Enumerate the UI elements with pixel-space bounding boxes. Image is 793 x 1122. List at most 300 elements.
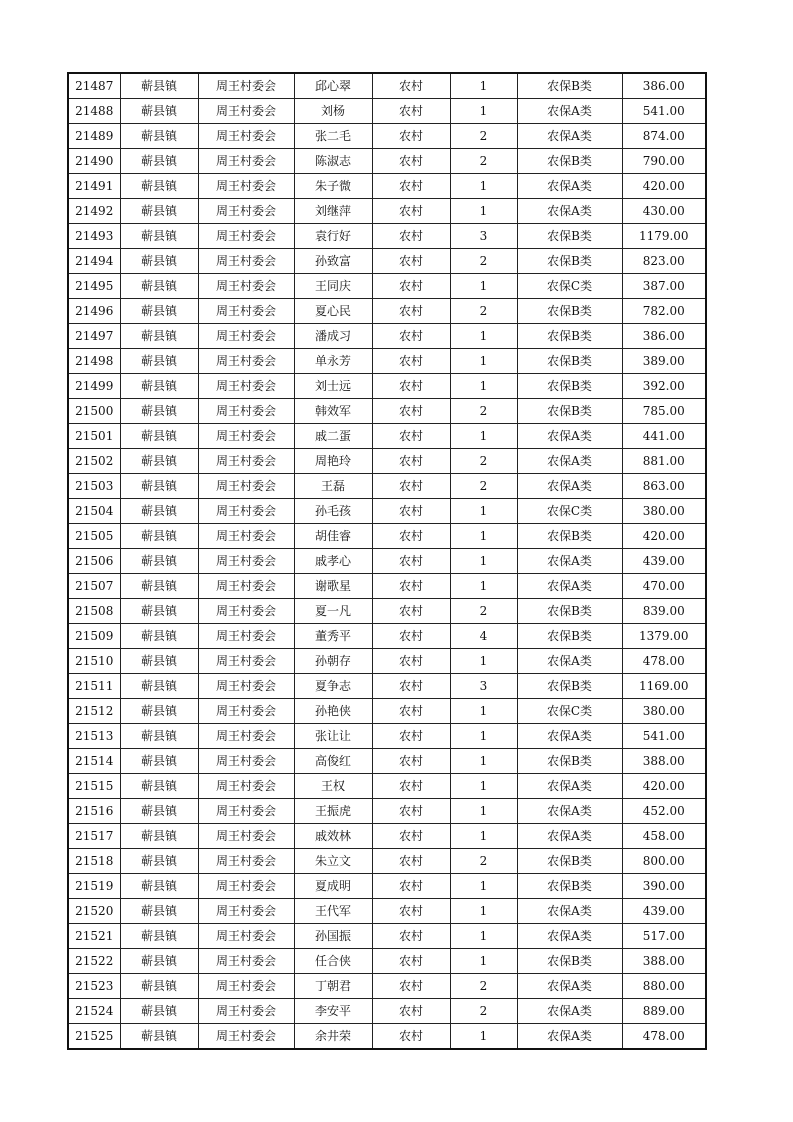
record-id-cell: 21487: [68, 73, 120, 99]
member-count-cell: 1: [450, 774, 517, 799]
household-type-cell: 农村: [372, 624, 450, 649]
table-row: [68, 674, 706, 699]
name-cell: 张让让: [294, 724, 372, 749]
village-committee-cell: 周王村委会: [198, 699, 294, 724]
town-cell: 蕲县镇: [120, 874, 198, 899]
table-row: [68, 574, 706, 599]
name-cell: 戚二蛋: [294, 424, 372, 449]
household-type-cell: 农村: [372, 699, 450, 724]
member-count-cell: 2: [450, 974, 517, 999]
record-id-cell: 21522: [68, 949, 120, 974]
table-row: [68, 174, 706, 199]
name-cell: 孙朝存: [294, 649, 372, 674]
town-cell: 蕲县镇: [120, 699, 198, 724]
town-cell: 蕲县镇: [120, 824, 198, 849]
name-cell: 张二毛: [294, 124, 372, 149]
insurance-class-cell: 农保B类: [517, 599, 622, 624]
amount-cell: 386.00: [622, 73, 706, 99]
name-cell: 戚效林: [294, 824, 372, 849]
name-cell: 陈淑志: [294, 149, 372, 174]
name-cell: 王振虎: [294, 799, 372, 824]
village-committee-cell: 周王村委会: [198, 499, 294, 524]
member-count-cell: 1: [450, 824, 517, 849]
record-id-cell: 21514: [68, 749, 120, 774]
village-committee-cell: 周王村委会: [198, 99, 294, 124]
member-count-cell: 1: [450, 724, 517, 749]
town-cell: 蕲县镇: [120, 524, 198, 549]
village-committee-cell: 周王村委会: [198, 124, 294, 149]
member-count-cell: 1: [450, 374, 517, 399]
household-type-cell: 农村: [372, 674, 450, 699]
insurance-class-cell: 农保B类: [517, 224, 622, 249]
village-committee-cell: 周王村委会: [198, 274, 294, 299]
insurance-class-cell: 农保A类: [517, 799, 622, 824]
town-cell: 蕲县镇: [120, 124, 198, 149]
name-cell: 刘杨: [294, 99, 372, 124]
town-cell: 蕲县镇: [120, 624, 198, 649]
town-cell: 蕲县镇: [120, 399, 198, 424]
table-row: [68, 649, 706, 674]
village-committee-cell: 周王村委会: [198, 949, 294, 974]
household-type-cell: 农村: [372, 349, 450, 374]
town-cell: 蕲县镇: [120, 924, 198, 949]
name-cell: 丁朝君: [294, 974, 372, 999]
name-cell: 孙艳侠: [294, 699, 372, 724]
insurance-class-cell: 农保B类: [517, 374, 622, 399]
insurance-class-cell: 农保B类: [517, 749, 622, 774]
member-count-cell: 1: [450, 424, 517, 449]
insurance-class-cell: 农保A类: [517, 449, 622, 474]
name-cell: 王磊: [294, 474, 372, 499]
insurance-class-cell: 农保B类: [517, 299, 622, 324]
household-type-cell: 农村: [372, 274, 450, 299]
insurance-class-cell: 农保A类: [517, 774, 622, 799]
record-id-cell: 21519: [68, 874, 120, 899]
village-committee-cell: 周王村委会: [198, 399, 294, 424]
village-committee-cell: 周王村委会: [198, 799, 294, 824]
amount-cell: 389.00: [622, 349, 706, 374]
record-id-cell: 21511: [68, 674, 120, 699]
household-type-cell: 农村: [372, 599, 450, 624]
member-count-cell: 1: [450, 949, 517, 974]
amount-cell: 392.00: [622, 374, 706, 399]
household-type-cell: 农村: [372, 849, 450, 874]
table-row: [68, 73, 706, 99]
record-id-cell: 21508: [68, 599, 120, 624]
town-cell: 蕲县镇: [120, 374, 198, 399]
record-id-cell: 21510: [68, 649, 120, 674]
village-committee-cell: 周王村委会: [198, 149, 294, 174]
table-row: [68, 324, 706, 349]
village-committee-cell: 周王村委会: [198, 324, 294, 349]
member-count-cell: 2: [450, 449, 517, 474]
insurance-class-cell: 农保A类: [517, 99, 622, 124]
insurance-class-cell: 农保A类: [517, 824, 622, 849]
name-cell: 戚孝心: [294, 549, 372, 574]
member-count-cell: 1: [450, 349, 517, 374]
name-cell: 孙国振: [294, 924, 372, 949]
amount-cell: 881.00: [622, 449, 706, 474]
household-type-cell: 农村: [372, 899, 450, 924]
town-cell: 蕲县镇: [120, 1024, 198, 1050]
village-committee-cell: 周王村委会: [198, 549, 294, 574]
village-committee-cell: 周王村委会: [198, 749, 294, 774]
village-committee-cell: 周王村委会: [198, 874, 294, 899]
amount-cell: 388.00: [622, 749, 706, 774]
name-cell: 潘成习: [294, 324, 372, 349]
village-committee-cell: 周王村委会: [198, 999, 294, 1024]
village-committee-cell: 周王村委会: [198, 649, 294, 674]
name-cell: 李安平: [294, 999, 372, 1024]
table-row: [68, 1024, 706, 1050]
amount-cell: 823.00: [622, 249, 706, 274]
household-type-cell: 农村: [372, 249, 450, 274]
village-committee-cell: 周王村委会: [198, 1024, 294, 1050]
insurance-class-cell: 农保A类: [517, 174, 622, 199]
member-count-cell: 2: [450, 599, 517, 624]
amount-cell: 541.00: [622, 724, 706, 749]
household-type-cell: 农村: [372, 149, 450, 174]
record-id-cell: 21505: [68, 524, 120, 549]
insurance-class-cell: 农保A类: [517, 124, 622, 149]
insurance-class-cell: 农保B类: [517, 524, 622, 549]
household-type-cell: 农村: [372, 124, 450, 149]
village-committee-cell: 周王村委会: [198, 724, 294, 749]
table-row: [68, 299, 706, 324]
record-id-cell: 21490: [68, 149, 120, 174]
name-cell: 单永芳: [294, 349, 372, 374]
village-committee-cell: 周王村委会: [198, 249, 294, 274]
insurance-class-cell: 农保A类: [517, 424, 622, 449]
table-row: [68, 974, 706, 999]
table-row: [68, 349, 706, 374]
amount-cell: 1379.00: [622, 624, 706, 649]
name-cell: 夏一凡: [294, 599, 372, 624]
record-id-cell: 21502: [68, 449, 120, 474]
village-committee-cell: 周王村委会: [198, 199, 294, 224]
table-row: [68, 999, 706, 1024]
household-type-cell: 农村: [372, 924, 450, 949]
village-committee-cell: 周王村委会: [198, 674, 294, 699]
village-committee-cell: 周王村委会: [198, 224, 294, 249]
record-id-cell: 21516: [68, 799, 120, 824]
member-count-cell: 2: [450, 149, 517, 174]
insurance-class-cell: 农保A类: [517, 549, 622, 574]
insurance-class-cell: 农保A类: [517, 999, 622, 1024]
amount-cell: 420.00: [622, 174, 706, 199]
table-row: [68, 899, 706, 924]
amount-cell: 863.00: [622, 474, 706, 499]
table-row: [68, 124, 706, 149]
table-row: [68, 949, 706, 974]
village-committee-cell: 周王村委会: [198, 924, 294, 949]
insurance-class-cell: 农保B类: [517, 324, 622, 349]
name-cell: 袁行好: [294, 224, 372, 249]
town-cell: 蕲县镇: [120, 274, 198, 299]
village-committee-cell: 周王村委会: [198, 374, 294, 399]
town-cell: 蕲县镇: [120, 499, 198, 524]
record-id-cell: 21499: [68, 374, 120, 399]
insurance-class-cell: 农保B类: [517, 349, 622, 374]
record-id-cell: 21504: [68, 499, 120, 524]
amount-cell: 441.00: [622, 424, 706, 449]
household-type-cell: 农村: [372, 524, 450, 549]
member-count-cell: 2: [450, 124, 517, 149]
household-type-cell: 农村: [372, 174, 450, 199]
table-row: [68, 524, 706, 549]
member-count-cell: 1: [450, 874, 517, 899]
member-count-cell: 2: [450, 399, 517, 424]
village-committee-cell: 周王村委会: [198, 974, 294, 999]
village-committee-cell: 周王村委会: [198, 424, 294, 449]
member-count-cell: 1: [450, 499, 517, 524]
amount-cell: 439.00: [622, 549, 706, 574]
record-id-cell: 21523: [68, 974, 120, 999]
record-id-cell: 21500: [68, 399, 120, 424]
name-cell: 周艳玲: [294, 449, 372, 474]
town-cell: 蕲县镇: [120, 749, 198, 774]
household-type-cell: 农村: [372, 449, 450, 474]
member-count-cell: 1: [450, 274, 517, 299]
table-row: [68, 799, 706, 824]
village-committee-cell: 周王村委会: [198, 624, 294, 649]
member-count-cell: 1: [450, 924, 517, 949]
amount-cell: 782.00: [622, 299, 706, 324]
town-cell: 蕲县镇: [120, 799, 198, 824]
table-row: [68, 874, 706, 899]
village-committee-cell: 周王村委会: [198, 824, 294, 849]
table-row: [68, 149, 706, 174]
household-type-cell: 农村: [372, 1024, 450, 1050]
insurance-class-cell: 农保A类: [517, 1024, 622, 1050]
household-type-cell: 农村: [372, 799, 450, 824]
name-cell: 董秀平: [294, 624, 372, 649]
village-committee-cell: 周王村委会: [198, 899, 294, 924]
household-type-cell: 农村: [372, 73, 450, 99]
amount-cell: 1179.00: [622, 224, 706, 249]
insurance-class-cell: 农保C类: [517, 699, 622, 724]
town-cell: 蕲县镇: [120, 73, 198, 99]
household-type-cell: 农村: [372, 999, 450, 1024]
name-cell: 夏心民: [294, 299, 372, 324]
table-row: [68, 699, 706, 724]
table-row: [68, 549, 706, 574]
record-id-cell: 21492: [68, 199, 120, 224]
name-cell: 韩效军: [294, 399, 372, 424]
record-id-cell: 21509: [68, 624, 120, 649]
household-type-cell: 农村: [372, 299, 450, 324]
amount-cell: 517.00: [622, 924, 706, 949]
member-count-cell: 3: [450, 674, 517, 699]
town-cell: 蕲县镇: [120, 424, 198, 449]
village-committee-cell: 周王村委会: [198, 349, 294, 374]
record-id-cell: 21503: [68, 474, 120, 499]
amount-cell: 470.00: [622, 574, 706, 599]
table-body: [68, 73, 706, 1049]
insurance-class-cell: 农保A类: [517, 199, 622, 224]
amount-cell: 452.00: [622, 799, 706, 824]
insurance-class-cell: 农保B类: [517, 149, 622, 174]
table-row: [68, 224, 706, 249]
household-type-cell: 农村: [372, 724, 450, 749]
household-type-cell: 农村: [372, 649, 450, 674]
insurance-class-cell: 农保A类: [517, 899, 622, 924]
table-row: [68, 499, 706, 524]
town-cell: 蕲县镇: [120, 149, 198, 174]
village-committee-cell: 周王村委会: [198, 574, 294, 599]
town-cell: 蕲县镇: [120, 599, 198, 624]
name-cell: 朱子微: [294, 174, 372, 199]
record-id-cell: 21497: [68, 324, 120, 349]
name-cell: 王同庆: [294, 274, 372, 299]
household-type-cell: 农村: [372, 224, 450, 249]
insurance-class-cell: 农保B类: [517, 849, 622, 874]
town-cell: 蕲县镇: [120, 99, 198, 124]
village-committee-cell: 周王村委会: [198, 449, 294, 474]
member-count-cell: 2: [450, 849, 517, 874]
insurance-class-cell: 农保B类: [517, 249, 622, 274]
table-row: [68, 274, 706, 299]
amount-cell: 478.00: [622, 1024, 706, 1050]
name-cell: 刘继萍: [294, 199, 372, 224]
village-committee-cell: 周王村委会: [198, 299, 294, 324]
member-count-cell: 1: [450, 174, 517, 199]
town-cell: 蕲县镇: [120, 249, 198, 274]
town-cell: 蕲县镇: [120, 199, 198, 224]
record-id-cell: 21506: [68, 549, 120, 574]
record-id-cell: 21494: [68, 249, 120, 274]
town-cell: 蕲县镇: [120, 549, 198, 574]
record-id-cell: 21520: [68, 899, 120, 924]
household-type-cell: 农村: [372, 199, 450, 224]
member-count-cell: 1: [450, 574, 517, 599]
member-count-cell: 1: [450, 549, 517, 574]
member-count-cell: 1: [450, 73, 517, 99]
name-cell: 余井荣: [294, 1024, 372, 1050]
member-count-cell: 2: [450, 474, 517, 499]
record-id-cell: 21495: [68, 274, 120, 299]
member-count-cell: 2: [450, 299, 517, 324]
town-cell: 蕲县镇: [120, 224, 198, 249]
household-type-cell: 农村: [372, 574, 450, 599]
household-type-cell: 农村: [372, 424, 450, 449]
household-type-cell: 农村: [372, 474, 450, 499]
amount-cell: 790.00: [622, 149, 706, 174]
record-id-cell: 21491: [68, 174, 120, 199]
name-cell: 夏成明: [294, 874, 372, 899]
village-committee-cell: 周王村委会: [198, 474, 294, 499]
record-id-cell: 21525: [68, 1024, 120, 1050]
record-id-cell: 21496: [68, 299, 120, 324]
household-type-cell: 农村: [372, 974, 450, 999]
table-row: [68, 774, 706, 799]
household-type-cell: 农村: [372, 374, 450, 399]
insurance-class-cell: 农保B类: [517, 73, 622, 99]
town-cell: 蕲县镇: [120, 974, 198, 999]
table-row: [68, 749, 706, 774]
amount-cell: 478.00: [622, 649, 706, 674]
table-row: [68, 474, 706, 499]
insurance-class-cell: 农保B类: [517, 624, 622, 649]
table-row: [68, 599, 706, 624]
village-committee-cell: 周王村委会: [198, 73, 294, 99]
table-row: [68, 199, 706, 224]
name-cell: 王权: [294, 774, 372, 799]
amount-cell: 889.00: [622, 999, 706, 1024]
amount-cell: 1169.00: [622, 674, 706, 699]
household-type-cell: 农村: [372, 774, 450, 799]
town-cell: 蕲县镇: [120, 899, 198, 924]
insurance-class-cell: 农保A类: [517, 724, 622, 749]
name-cell: 王代军: [294, 899, 372, 924]
member-count-cell: 2: [450, 249, 517, 274]
town-cell: 蕲县镇: [120, 324, 198, 349]
record-id-cell: 21489: [68, 124, 120, 149]
insurance-class-cell: 农保C类: [517, 274, 622, 299]
household-type-cell: 农村: [372, 499, 450, 524]
member-count-cell: 1: [450, 324, 517, 349]
table-row: [68, 374, 706, 399]
village-committee-cell: 周王村委会: [198, 174, 294, 199]
town-cell: 蕲县镇: [120, 649, 198, 674]
record-id-cell: 21507: [68, 574, 120, 599]
member-count-cell: 4: [450, 624, 517, 649]
amount-cell: 880.00: [622, 974, 706, 999]
household-type-cell: 农村: [372, 824, 450, 849]
amount-cell: 800.00: [622, 849, 706, 874]
household-type-cell: 农村: [372, 99, 450, 124]
amount-cell: 430.00: [622, 199, 706, 224]
table-row: [68, 424, 706, 449]
table-row: [68, 849, 706, 874]
name-cell: 胡佳睿: [294, 524, 372, 549]
name-cell: 谢歌星: [294, 574, 372, 599]
name-cell: 夏争志: [294, 674, 372, 699]
amount-cell: 380.00: [622, 699, 706, 724]
name-cell: 邱心翠: [294, 73, 372, 99]
record-id-cell: 21488: [68, 99, 120, 124]
town-cell: 蕲县镇: [120, 774, 198, 799]
town-cell: 蕲县镇: [120, 449, 198, 474]
amount-cell: 420.00: [622, 524, 706, 549]
town-cell: 蕲县镇: [120, 474, 198, 499]
member-count-cell: 1: [450, 699, 517, 724]
record-id-cell: 21515: [68, 774, 120, 799]
table-row: [68, 724, 706, 749]
name-cell: 孙致富: [294, 249, 372, 274]
member-count-cell: 1: [450, 899, 517, 924]
amount-cell: 439.00: [622, 899, 706, 924]
household-type-cell: 农村: [372, 749, 450, 774]
town-cell: 蕲县镇: [120, 949, 198, 974]
member-count-cell: 1: [450, 799, 517, 824]
record-id-cell: 21501: [68, 424, 120, 449]
amount-cell: 420.00: [622, 774, 706, 799]
amount-cell: 387.00: [622, 274, 706, 299]
record-id-cell: 21513: [68, 724, 120, 749]
name-cell: 任合侠: [294, 949, 372, 974]
town-cell: 蕲县镇: [120, 349, 198, 374]
member-count-cell: 1: [450, 99, 517, 124]
member-count-cell: 3: [450, 224, 517, 249]
village-committee-cell: 周王村委会: [198, 849, 294, 874]
amount-cell: 874.00: [622, 124, 706, 149]
insurance-class-cell: 农保B类: [517, 874, 622, 899]
amount-cell: 390.00: [622, 874, 706, 899]
household-type-cell: 农村: [372, 549, 450, 574]
amount-cell: 458.00: [622, 824, 706, 849]
table-row: [68, 449, 706, 474]
